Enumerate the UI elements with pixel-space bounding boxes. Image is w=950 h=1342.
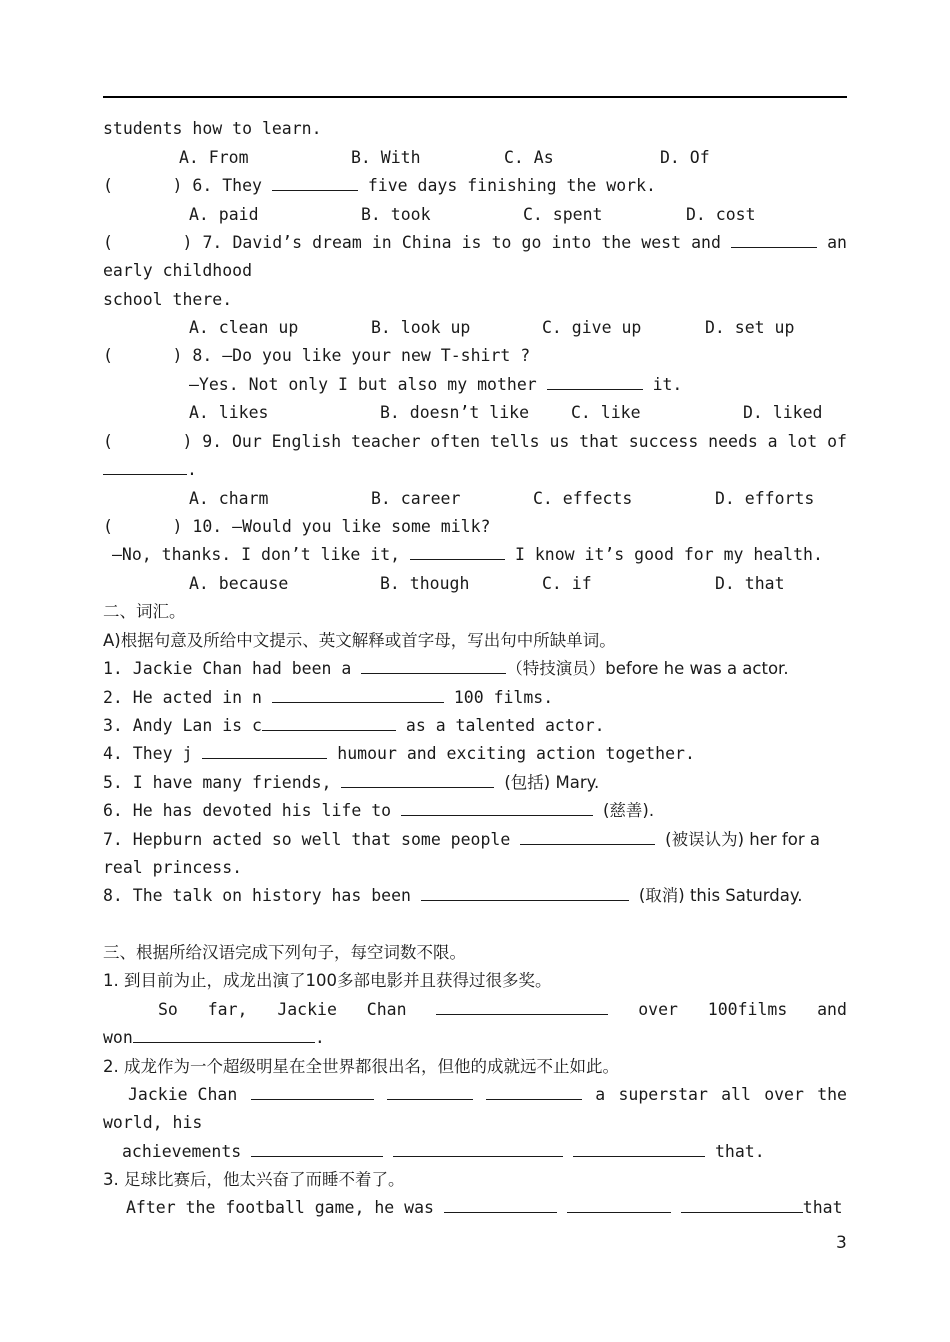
vocab-item-6: 6. He has devoted his life to (慈善).: [103, 801, 655, 820]
question-7: ( ) 7. David’s dream in China is to go into the west and an: [103, 233, 847, 252]
option-d: D. liked: [743, 403, 823, 422]
question-10: ( ) 10. —Would you like some milk?: [103, 517, 491, 536]
option-a: A. paid: [189, 205, 259, 224]
option-b: B. career: [371, 489, 461, 508]
answer-paren: ( ): [103, 233, 193, 252]
option-c: C. spent: [523, 205, 603, 224]
blank: [341, 773, 494, 788]
blank: [520, 830, 655, 845]
section-3-title: 三、根据所给汉语完成下列句子，每空词数不限。: [103, 943, 466, 962]
option-a: A. charm: [189, 489, 269, 508]
page-number: 3: [836, 1233, 847, 1253]
translation-1-english: So far, Jackie Chan over 100films and: [158, 1000, 847, 1019]
option-a: A. because: [189, 574, 289, 593]
blank: [202, 744, 327, 759]
blank: [251, 1142, 383, 1157]
translation-2-english: Jackie Chan a superstar all over the: [128, 1085, 847, 1104]
option-a: A. From: [179, 148, 249, 167]
option-d: D. Of: [660, 148, 710, 167]
option-b: B. With: [351, 148, 421, 167]
vocab-item-3: 3. Andy Lan is c as a talented actor.: [103, 716, 605, 735]
blank: [272, 688, 444, 703]
vocab-item-4: 4. They j humour and exciting action together.: [103, 744, 695, 763]
translation-3-english: After the football game, he was that: [126, 1198, 843, 1217]
option-c: C. As: [504, 148, 554, 167]
option-c: C. effects: [533, 489, 633, 508]
blank: [410, 545, 505, 560]
vocab-item-2: 2. He acted in n 100 films.: [103, 688, 554, 707]
vocab-item-5: 5. I have many friends, (包括) Mary.: [103, 773, 600, 792]
option-c: C. if: [542, 574, 592, 593]
blank: [436, 1000, 608, 1015]
vocab-item-8: 8. The talk on history has been (取消) this Saturday.: [103, 886, 803, 905]
blank: [387, 1085, 473, 1100]
vocab-item-7: 7. Hepburn acted so well that some people (被误认为) her for a: [103, 830, 820, 849]
answer-paren: ( ): [103, 517, 183, 536]
blank: [421, 886, 629, 901]
blank: [393, 1142, 563, 1157]
blank: [272, 176, 358, 191]
option-b: B. doesn’t like: [380, 403, 530, 422]
option-d: D. set up: [705, 318, 795, 337]
answer-paren: ( ): [103, 432, 193, 451]
section-2-title: 二、词汇。: [103, 602, 186, 621]
option-d: D. cost: [686, 205, 756, 224]
translation-3-chinese: 3. 足球比赛后，他太兴奋了而睡不着了。: [103, 1170, 405, 1189]
option-c: C. like: [571, 403, 641, 422]
blank: [262, 716, 396, 731]
option-d: D. that: [715, 574, 785, 593]
blank: [731, 233, 817, 248]
blank: [133, 1028, 315, 1043]
blank: [444, 1198, 557, 1213]
option-a: A. clean up: [189, 318, 299, 337]
blank: [681, 1198, 803, 1213]
option-b: B. look up: [371, 318, 471, 337]
blank: [361, 659, 506, 674]
header-rule: [103, 96, 847, 98]
blank: [251, 1085, 374, 1100]
blank: [103, 460, 187, 475]
blank: [401, 801, 593, 816]
section-2-instructions: A)根据句意及所给中文提示、英文解释或首字母，写出句中所缺单词。: [103, 631, 616, 650]
answer-paren: ( ): [103, 346, 183, 365]
blank: [573, 1142, 705, 1157]
blank: [547, 375, 643, 390]
translation-1-chinese: 1. 到目前为止，成龙出演了100多部电影并且获得过很多奖。: [103, 971, 552, 990]
option-b: B. took: [361, 205, 431, 224]
blank: [486, 1085, 582, 1100]
option-b: B. though: [380, 574, 470, 593]
blank: [567, 1198, 671, 1213]
question-text-fragment: students how to learn.: [103, 119, 322, 138]
option-d: D. efforts: [715, 489, 815, 508]
question-8: ( ) 8. —Do you like your new T-shirt ?: [103, 346, 531, 365]
answer-paren: ( ): [103, 176, 183, 195]
translation-2-chinese: 2. 成龙作为一个超级明星在全世界都很出名，但他的成就远不止如此。: [103, 1057, 619, 1076]
question-6: ( ) 6. They five days finishing the work.: [103, 176, 656, 195]
option-a: A. likes: [189, 403, 269, 422]
option-c: C. give up: [542, 318, 642, 337]
question-9: ( ) 9. Our English teacher often tells us that success needs a lot of: [103, 432, 847, 451]
vocab-item-1: 1. Jackie Chan had been a （特技演员）before he was a actor.: [103, 659, 789, 678]
